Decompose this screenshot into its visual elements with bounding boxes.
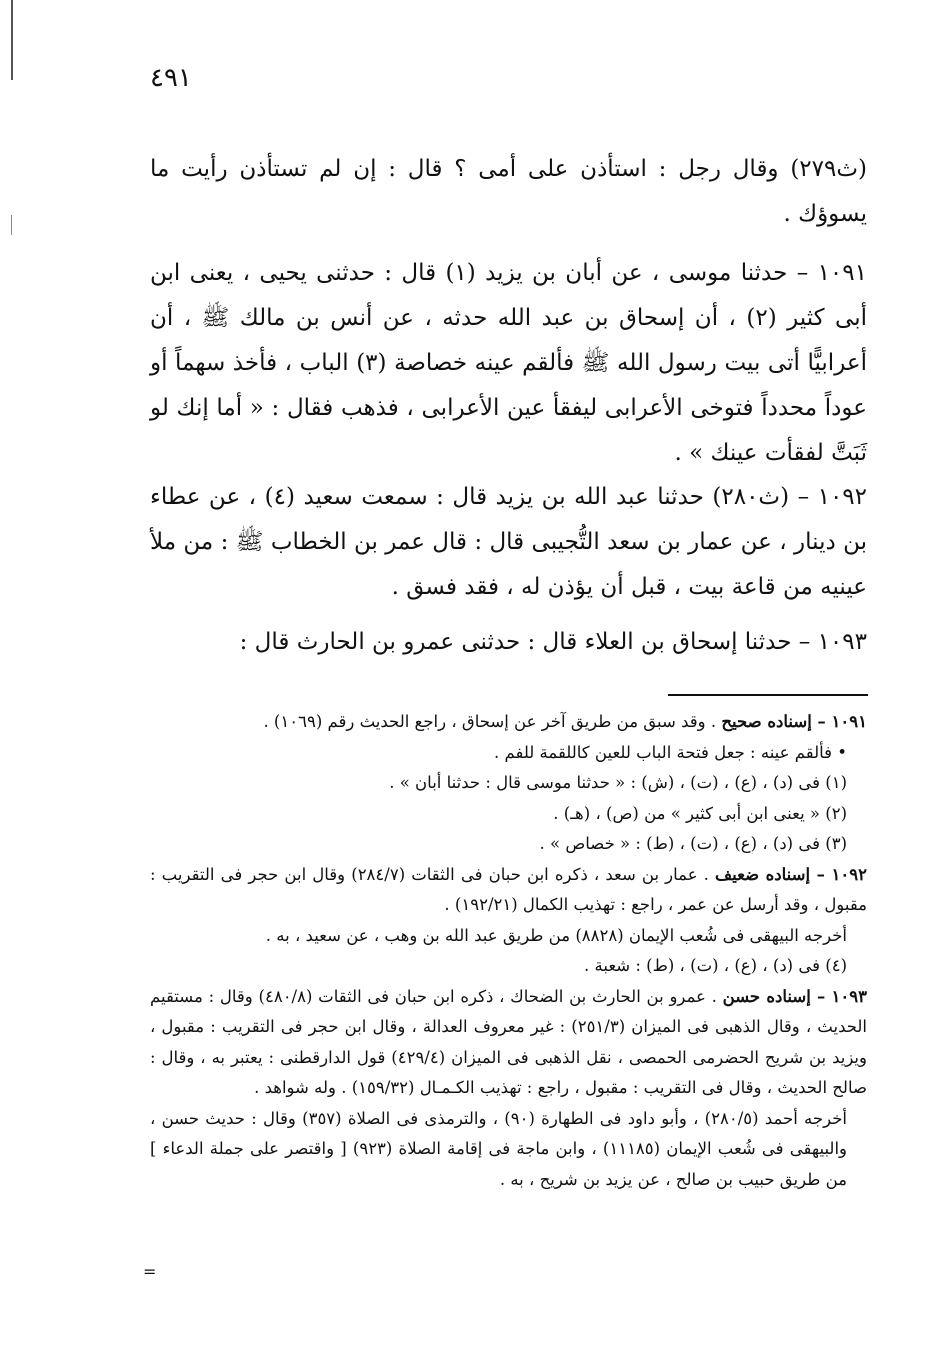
footnote-1092-grade <box>150 860 867 921</box>
margin-line <box>11 215 12 235</box>
footnote-text: (٤) فى (د) ، (ع) ، (ت) ، (ط) : شعبة . <box>584 956 847 975</box>
footnote-1093-takhrij <box>150 1104 867 1196</box>
footnote-text: أخرجه أحمد (٢٨٠/٥) ، وأبو داود فى الطهارة (٩٠) ، والترمذى فى الصلاة (٣٥٧) وقال : حديث حسن ، والبيهقى فى شُعب الإيمان (١١١٨٥) ، وابن ماجة فى إقامة الصلاة (٩٢٣) [ واقتصر على جملة الدعاء ] من طريق حبيب بن صالح ، عن يزيد بن شريح ، به . <box>150 1108 848 1189</box>
footnote-text: (١) فى (د) ، (ع) ، (ت) ، (ش) : « حدثنا موسى قال : حدثنا أبان » . <box>389 773 847 792</box>
footnote-text: (٣) فى (د) ، (ع) ، (ت) ، (ط) : « خصاص » . <box>539 834 847 853</box>
main-text-block-3 <box>150 475 867 610</box>
main-text-block-2 <box>150 251 867 476</box>
footnote-text: (٢) « يعنى ابن أبى كثير » من (ص) ، (هـ) . <box>553 803 847 823</box>
hadith-1092: ١٠٩٢ – (ث٢٨٠) حدثنا عبد الله بن يزيد قال : سمعت سعيد (٤) ، عن عطاء بن دينار ، عن عمار بن سعد التُّجيبى قال : قال عمر بن الخطاب ﷺ : من ملأ عينيه من قاعة بيت ، قبل أن يؤذن له ، فقد فسق . <box>150 484 868 600</box>
continuation-mark: = <box>143 1262 157 1281</box>
main-text-block-4 <box>150 620 867 665</box>
footnotes-block <box>150 707 867 1195</box>
footnote-1092-takhrij <box>150 921 867 952</box>
page-number: ٤٩١ <box>150 63 192 93</box>
footnote-2 <box>150 799 867 830</box>
margin-line <box>11 0 13 80</box>
footnote-gloss <box>150 738 867 769</box>
footnote-text: • فألقم عينه : جعل فتحة الباب للعين كاللقمة للفم . <box>494 742 847 762</box>
main-text-block-1 <box>150 147 867 237</box>
footnote-separator <box>668 694 868 696</box>
footnote-1 <box>150 768 867 799</box>
footnote-heading: ١٠٩٢ – إسناده ضعيف <box>715 864 867 884</box>
footnote-1093-grade <box>150 982 867 1104</box>
footnote-heading: ١٠٩٣ – إسناده حسن <box>722 986 867 1006</box>
paragraph-279: (ث٢٧٩) وقال رجل : استأذن على أمى ؟ قال : إن لم تستأذن رأيت ما يسوؤك . <box>150 156 867 227</box>
footnote-text: . عمار بن سعد ، ذكره ابن حبان فى الثقات (٢٨٤/٧) وقال ابن حجر فى التقريب : مقبول ، وقد أرسل عن عمر ، راجع : تهذيب الكمال (١٩٢/٢١) . <box>150 864 867 914</box>
footnote-heading: ١٠٩١ – إسناده صحيح <box>721 712 867 731</box>
footnote-1091-grade <box>150 707 867 738</box>
footnote-4 <box>150 951 867 982</box>
hadith-1093: ١٠٩٣ – حدثنا إسحاق بن العلاء قال : حدثنى عمرو بن الحارث قال : <box>239 629 867 655</box>
hadith-1091: ١٠٩١ – حدثنا موسى ، عن أبان بن يزيد (١) قال : حدثنى يحيى ، يعنى ابن أبى كثير (٢) ، أن إسحاق بن عبد الله حدثه ، عن أنس بن مالك ﷺ ، أن أعرابيًّا أتى بيت رسول الله ﷺ فألقم عينه خصاصة (٣) الباب ، فأخذ سهماً أو عوداً محدداً فتوخى الأعرابى ليفقأ عين الأعرابى ، فذهب فقال : « أما إنك لو ثَبَتَّ لفقأت عينك » . <box>150 260 867 466</box>
footnote-text: . عمرو بن الحارث بن الضحاك ، ذكره ابن حبان فى الثقات (٤٨٠/٨) وقال : مستقيم الحديث ، وقال الذهبى فى الميزان (٢٥١/٣) : غير معروف العدالة ، وقال ابن حجر فى التقريب : مقبول ، ويزيد بن شريح الحضرمى الحمصى ، نقل الذهبى فى الميزان (٤٢٩/٤) قول الدارقطنى : يعتبر به ، وقال : صالح الحديث ، وقال فى التقريب : مقبول ، راجع : تهذيب الكـمـال (١٥٩/٣٢) . وله شواهد . <box>150 986 867 1097</box>
footnote-text: . وقد سبق من طريق آخر عن إسحاق ، راجع الحديث رقم (١٠٦٩) . <box>263 712 722 731</box>
footnote-3 <box>150 829 867 860</box>
footnote-text: أخرجه البيهقى فى شُعب الإيمان (٨٨٢٨) من طريق عبد الله بن وهب ، عن سعيد ، به . <box>265 925 847 945</box>
